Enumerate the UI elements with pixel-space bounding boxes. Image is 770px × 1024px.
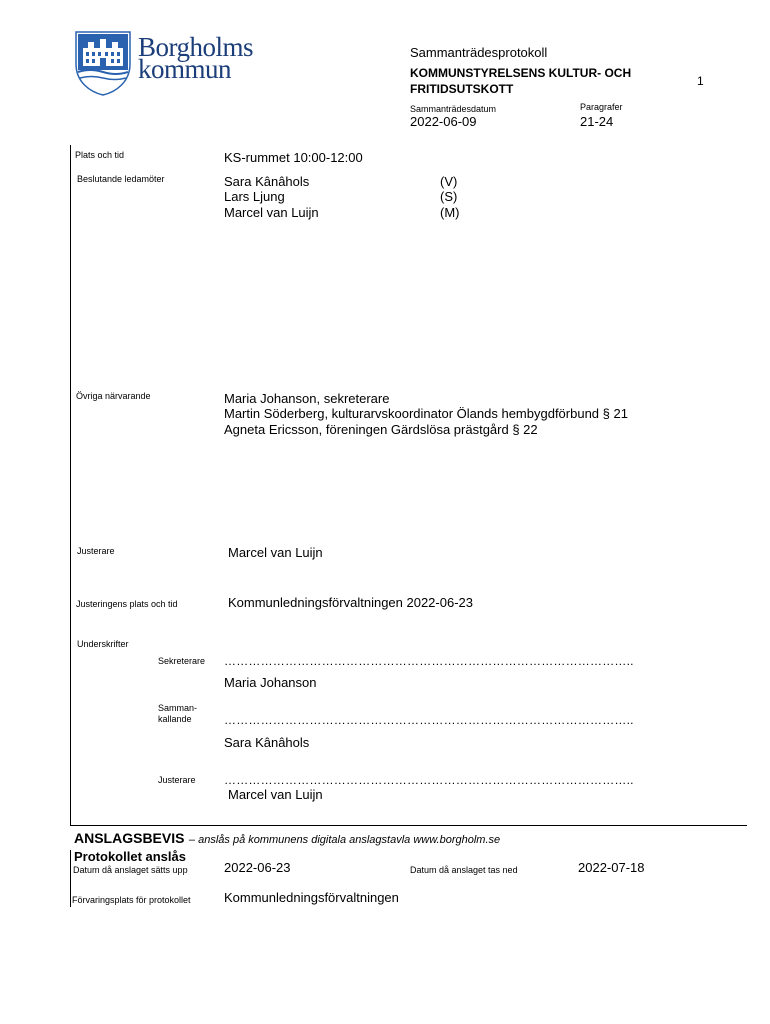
- posted-date-label: Datum då anslaget sätts upp: [73, 865, 188, 875]
- member-party: (V): [440, 174, 458, 189]
- place-label: Plats och tid: [75, 150, 125, 160]
- secretary-name: Maria Johanson: [224, 675, 317, 690]
- member-party: (M): [440, 205, 460, 220]
- logo-text: [138, 32, 254, 84]
- adjust-place-label: Justeringens plats och tid: [76, 599, 178, 609]
- storage-value: Kommunledningsförvaltningen: [224, 890, 399, 905]
- member-name: Lars Ljung: [224, 189, 285, 204]
- other-attendee: Maria Johanson, sekreterare: [224, 391, 390, 406]
- adjust-place-value: Kommunledningsförvaltningen 2022-06-23: [228, 595, 473, 610]
- secretary-label: Sekreterare: [158, 656, 206, 666]
- notice-subtitle: – anslås på kommunens digitala anslagstavla www.borgholm.se: [188, 834, 501, 846]
- left-margin-rule: [70, 145, 71, 825]
- chair-label-line-2: kallande: [158, 714, 192, 724]
- page-number: 1: [697, 74, 704, 88]
- municipality-logo: [74, 30, 274, 98]
- removed-date-value: 2022-07-18: [578, 860, 645, 875]
- place-value: KS-rummet 10:00-12:00: [224, 150, 363, 165]
- logo-line-2: kommun: [138, 54, 232, 84]
- other-attendee: Martin Söderberg, kulturarvskoordinator Ölands hembygdförbund § 21: [224, 406, 628, 421]
- coat-of-arms-icon: [74, 30, 132, 96]
- notice-title: ANSLAGSBEVIS: [74, 830, 185, 846]
- chair-name: Sara Kânâhols: [224, 735, 310, 750]
- other-attendee: Agneta Ericsson, föreningen Gärdslösa prästgård § 22: [224, 422, 538, 437]
- chair-label-line-1: Samman-: [158, 703, 198, 713]
- adjuster-value: Marcel van Luijn: [228, 545, 323, 560]
- posted-heading: Protokollet anslås: [74, 849, 186, 864]
- meeting-date-label: Sammanträdesdatum: [410, 104, 497, 114]
- doc-type: Sammanträdesprotokoll: [410, 45, 548, 60]
- notice-left-rule: [70, 850, 71, 907]
- committee-title-line-1: KOMMUNSTYRELSENS KULTUR- OCH: [410, 66, 632, 80]
- members-label: Beslutande ledamöter: [77, 174, 165, 184]
- logo-line-1: Borgholms: [138, 32, 254, 62]
- committee-title-line-2: FRITIDSUTSKOTT: [410, 82, 514, 96]
- notice-divider: [70, 825, 747, 826]
- adjuster-label: Justerare: [77, 546, 115, 556]
- storage-label: Förvaringsplats för protokollet: [72, 895, 191, 905]
- signature-adjuster-label: Justerare: [158, 775, 196, 785]
- notice-heading: [74, 830, 500, 848]
- signature-adjuster-name: Marcel van Luijn: [228, 787, 323, 802]
- removed-date-label: Datum då anslaget tas ned: [410, 865, 518, 875]
- posted-date-value: 2022-06-23: [224, 860, 291, 875]
- chair-signature-line: ………………………………………………………………………………………..: [224, 713, 634, 727]
- others-label: Övriga närvarande: [76, 391, 151, 401]
- adjuster-signature-line: ………………………………………………………………………………………..: [224, 773, 634, 787]
- paragraphs-label: Paragrafer: [580, 102, 623, 112]
- member-party: (S): [440, 189, 458, 204]
- secretary-signature-line: ………………………………………………………………………………………..: [224, 654, 634, 668]
- member-name: Marcel van Luijn: [224, 205, 319, 220]
- signatures-title: Underskrifter: [77, 639, 129, 649]
- member-name: Sara Kânâhols: [224, 174, 310, 189]
- paragraphs-value: 21-24: [580, 114, 614, 129]
- meeting-date-value: 2022-06-09: [410, 114, 477, 129]
- committee-title: [410, 65, 631, 97]
- chair-label: [158, 703, 197, 725]
